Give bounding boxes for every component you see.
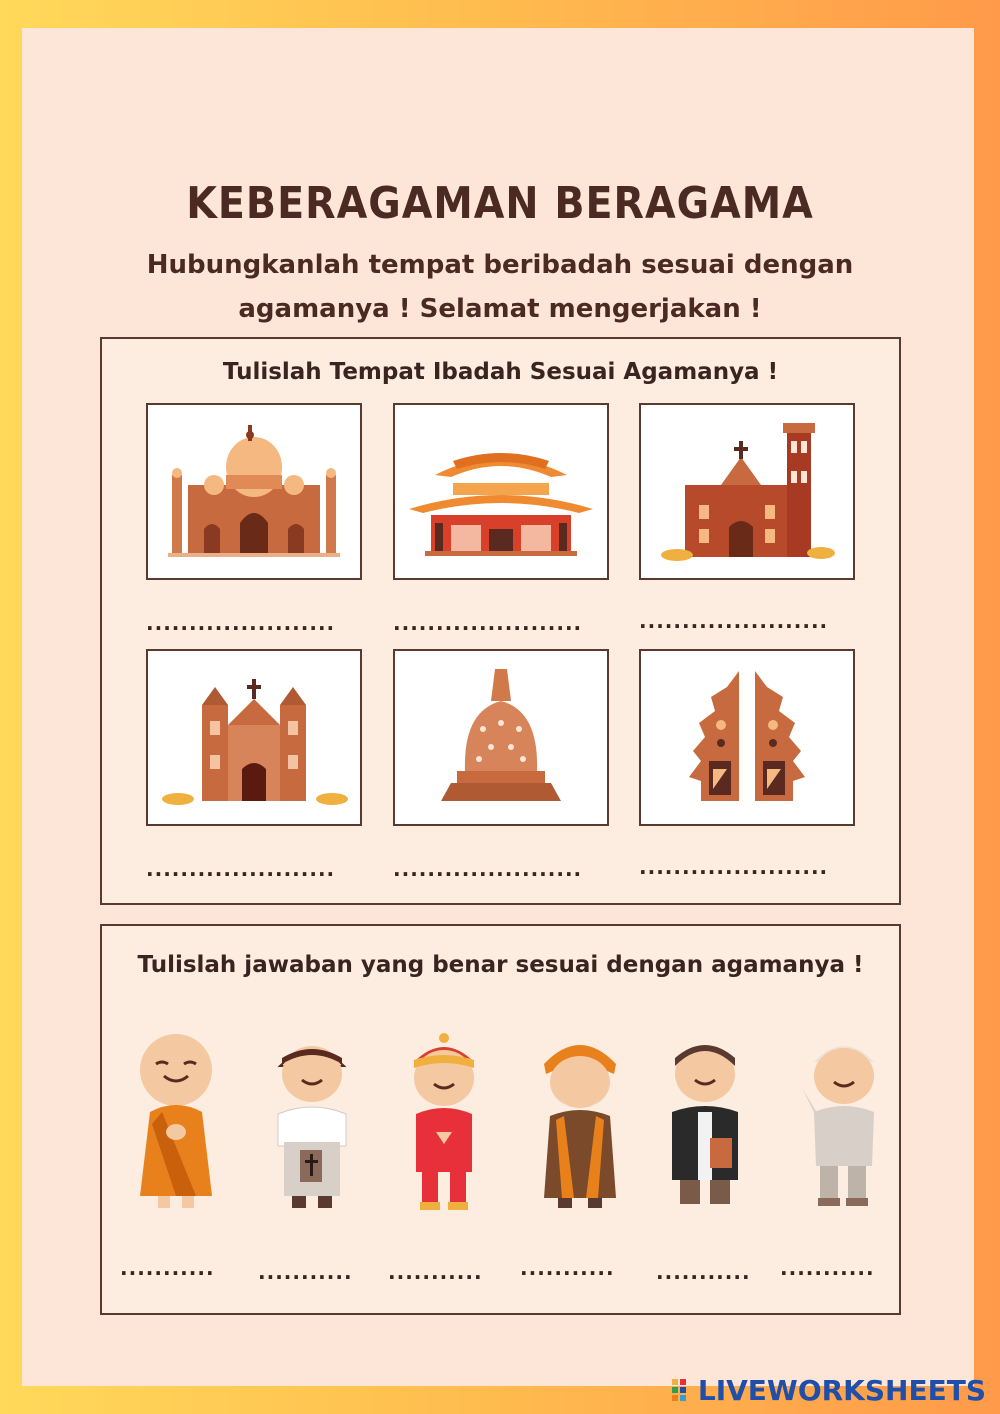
person-answer-6[interactable]: ........... bbox=[780, 1256, 875, 1280]
answer-blank-5[interactable]: ...................... bbox=[393, 857, 583, 881]
person-answer-5[interactable]: ........... bbox=[656, 1260, 751, 1284]
answer-blank-4[interactable]: ...................... bbox=[146, 857, 336, 881]
hindu-man-icon bbox=[530, 1028, 630, 1214]
image-card-3 bbox=[639, 403, 855, 580]
image-card-1 bbox=[146, 403, 362, 580]
section1-heading: Tulislah Tempat Ibadah Sesuai Agamanya ! bbox=[222, 359, 779, 385]
image-card-2 bbox=[393, 403, 609, 580]
answer-blank-2[interactable]: ...................... bbox=[393, 611, 583, 635]
person-answer-1[interactable]: ........... bbox=[120, 1256, 215, 1280]
person-answer-3[interactable]: ........... bbox=[388, 1260, 483, 1284]
person-answer-4[interactable]: ........... bbox=[520, 1256, 615, 1280]
answer-blank-3[interactable]: ...................... bbox=[639, 609, 829, 633]
confucian-child-icon bbox=[406, 1032, 482, 1212]
liveworksheets-logo[interactable] bbox=[672, 1374, 986, 1408]
protestant-pastor-icon bbox=[662, 1030, 748, 1212]
logo-text: LIVEWORKSHEETS bbox=[697, 1374, 986, 1407]
catholic-priest-icon bbox=[272, 1030, 352, 1212]
section2-heading: Tulislah jawaban yang benar sesuai dengan agamanya ! bbox=[137, 952, 864, 978]
religious-figures-section bbox=[100, 924, 901, 1315]
church-icon bbox=[641, 405, 853, 578]
instructions-line-2: agamanya ! Selamat mengerjakan ! bbox=[238, 294, 762, 324]
instructions bbox=[130, 243, 870, 331]
muslim-boy-icon bbox=[796, 1028, 886, 1212]
worship-places-section bbox=[100, 337, 901, 905]
image-card-6 bbox=[639, 649, 855, 826]
mosque-icon bbox=[148, 405, 360, 578]
liveworksheets-mark-icon bbox=[672, 1379, 694, 1405]
cathedral-icon bbox=[148, 651, 360, 824]
answer-blank-6[interactable]: ...................... bbox=[639, 855, 829, 879]
pura-gate-icon bbox=[641, 651, 853, 824]
instructions-line-1: Hubungkanlah tempat beribadah sesuai dengan bbox=[146, 250, 854, 280]
person-answer-2[interactable]: ........... bbox=[258, 1260, 353, 1284]
klenteng-icon bbox=[395, 405, 607, 578]
image-card-5 bbox=[393, 649, 609, 826]
image-card-4 bbox=[146, 649, 362, 826]
page-title: KEBERAGAMAN BERAGAMA bbox=[186, 178, 814, 229]
answer-blank-1[interactable]: ...................... bbox=[146, 611, 336, 635]
buddhist-monk-icon bbox=[132, 1028, 222, 1214]
stupa-icon bbox=[395, 651, 607, 824]
